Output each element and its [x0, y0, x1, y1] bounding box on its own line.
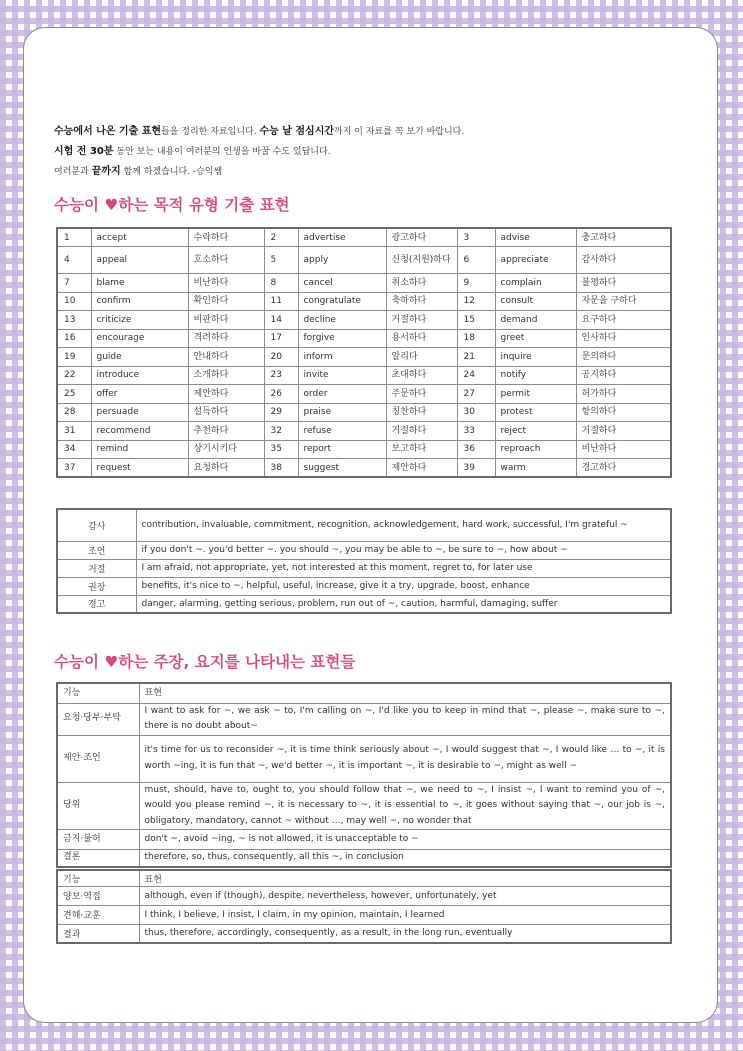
vocab-meaning: 공지하다 [576, 366, 671, 385]
vocab-meaning: 축하하다 [386, 292, 457, 311]
vocab-number: 28 [57, 403, 91, 422]
vocab-word: inquire [495, 348, 576, 367]
table-row [57, 595, 671, 613]
vocab-number: 33 [457, 422, 495, 441]
table-row [57, 311, 671, 330]
expression-text: benefits, it's nice to ~, helpful, useful, increase, give it a try, upgrade, boost, enhance [136, 577, 671, 595]
vocab-number: 13 [57, 311, 91, 330]
vocab-word: forgive [298, 329, 386, 348]
vocab-word: reject [495, 422, 576, 441]
expression-label: 권장 [57, 577, 136, 595]
function-label: 제안·조언 [57, 735, 139, 782]
vocab-word: complain [495, 274, 576, 293]
vocab-table [56, 227, 672, 478]
vocab-meaning: 비난하다 [188, 274, 264, 293]
vocab-word: warm [495, 459, 576, 478]
vocab-meaning: 호소하다 [188, 247, 264, 274]
vocab-number: 20 [264, 348, 298, 367]
vocab-word: praise [298, 403, 386, 422]
section-title-claim [54, 650, 355, 672]
intro-text-span: 여러분과 [54, 167, 92, 177]
vocab-meaning: 격려하다 [188, 329, 264, 348]
vocab-meaning: 용서하다 [386, 329, 457, 348]
intro-text-span: 함께 하겠습니다. -승익쌤 [120, 167, 223, 177]
intro-text [54, 122, 464, 182]
intro-text-span: 들을 정리한 자료입니다. [161, 127, 260, 137]
expression-label: 감사 [57, 509, 136, 541]
vocab-number: 24 [457, 366, 495, 385]
table-row [57, 366, 671, 385]
vocab-number: 39 [457, 459, 495, 478]
vocab-number: 29 [264, 403, 298, 422]
vocab-meaning: 설득하다 [188, 403, 264, 422]
table-header-row [57, 870, 671, 886]
vocab-number: 22 [57, 366, 91, 385]
vocab-meaning: 신청(지원)하다 [386, 247, 457, 274]
intro-text-span: 동안 보는 내용이 여러분의 인생을 바꿀 수도 있답니다. [113, 147, 331, 157]
vocab-meaning: 알리다 [386, 348, 457, 367]
vocab-number: 11 [264, 292, 298, 311]
vocab-number: 27 [457, 385, 495, 404]
vocab-meaning: 요구하다 [576, 311, 671, 330]
section-title-text: 하는 목적 유형 기출 표현 [118, 196, 290, 214]
vocab-meaning: 수락하다 [188, 228, 264, 247]
vocab-number: 18 [457, 329, 495, 348]
table-row [57, 274, 671, 293]
table-row [57, 850, 671, 867]
table-row [57, 924, 671, 943]
expression-label: 거절 [57, 559, 136, 577]
vocab-meaning: 칭찬하다 [386, 403, 457, 422]
intro-bold: 수능에서 나온 기출 표현 [54, 126, 162, 137]
vocab-meaning: 확인하다 [188, 292, 264, 311]
expression-label: 조언 [57, 541, 136, 559]
table-row [57, 735, 671, 782]
vocab-number: 25 [57, 385, 91, 404]
vocab-meaning: 허가하다 [576, 385, 671, 404]
vocab-number: 16 [57, 329, 91, 348]
table-row [57, 422, 671, 441]
vocab-word: appeal [91, 247, 188, 274]
table-row [57, 385, 671, 404]
function-label: 양보·역접 [57, 886, 139, 905]
vocab-number: 26 [264, 385, 298, 404]
vocab-meaning: 제안하다 [386, 459, 457, 478]
vocab-meaning: 광고하다 [386, 228, 457, 247]
vocab-word: demand [495, 311, 576, 330]
function-label: 당위 [57, 782, 139, 830]
vocab-word: accept [91, 228, 188, 247]
vocab-number: 37 [57, 459, 91, 478]
table-row [57, 403, 671, 422]
extra-expression-table [56, 869, 672, 944]
function-label: 금지·불허 [57, 830, 139, 850]
vocab-meaning: 자문을 구하다 [576, 292, 671, 311]
table-row [57, 886, 671, 905]
table-row [57, 247, 671, 274]
vocab-meaning: 보고하다 [386, 440, 457, 459]
vocab-word: protest [495, 403, 576, 422]
vocab-word: advise [495, 228, 576, 247]
vocab-number: 10 [57, 292, 91, 311]
table-row [57, 509, 671, 541]
header-cell: 표현 [139, 683, 671, 703]
vocab-word: decline [298, 311, 386, 330]
intro-line-3 [54, 162, 464, 182]
vocab-number: 34 [57, 440, 91, 459]
expression-text: if you don't ~. you'd better ~. you should ~, you may be able to ~, be sure to ~, how about ~ [136, 541, 671, 559]
vocab-word: suggest [298, 459, 386, 478]
expression-text: danger, alarming, getting serious, problem, run out of ~, caution, harmful, damaging, suffer [136, 595, 671, 613]
table-row [57, 703, 671, 735]
table-row [57, 541, 671, 559]
table-row [57, 228, 671, 247]
vocab-word: invite [298, 366, 386, 385]
vocab-word: notify [495, 366, 576, 385]
vocab-meaning: 경고하다 [576, 459, 671, 478]
vocab-number: 14 [264, 311, 298, 330]
section-title-purpose [54, 193, 290, 215]
vocab-meaning: 취소하다 [386, 274, 457, 293]
expression-text: I am afraid, not appropriate, yet, not interested at this moment, regret to, for later use [136, 559, 671, 577]
heart-icon: ♥ [104, 653, 119, 671]
vocab-meaning: 안내하다 [188, 348, 264, 367]
expression-text: contribution, invaluable, commitment, recognition, acknowledgement, hard work, successful, I'm grateful ~ [136, 509, 671, 541]
vocab-meaning: 상기시키다 [188, 440, 264, 459]
vocab-meaning: 초대하다 [386, 366, 457, 385]
vocab-meaning: 요청하다 [188, 459, 264, 478]
vocab-number: 19 [57, 348, 91, 367]
vocab-meaning: 불평하다 [576, 274, 671, 293]
function-label: 결과 [57, 924, 139, 943]
vocab-number: 3 [457, 228, 495, 247]
function-label: 요청·당부·부탁 [57, 703, 139, 735]
vocab-number: 17 [264, 329, 298, 348]
table-row [57, 782, 671, 830]
function-label: 결론 [57, 850, 139, 867]
heart-icon: ♥ [104, 196, 119, 214]
vocab-meaning: 비난하다 [576, 440, 671, 459]
expression-text: thus, therefore, accordingly, consequently, as a result, in the long run, eventually [139, 924, 671, 943]
claim-expression-table [56, 682, 672, 868]
vocab-word: report [298, 440, 386, 459]
vocab-number: 21 [457, 348, 495, 367]
vocab-number: 2 [264, 228, 298, 247]
vocab-word: reproach [495, 440, 576, 459]
intro-text-span: 까지 이 자료를 꼭 보기 바랍니다. [334, 127, 465, 137]
vocab-number: 7 [57, 274, 91, 293]
table-row [57, 577, 671, 595]
vocab-number: 38 [264, 459, 298, 478]
section-title-text: 수능이 [54, 196, 105, 214]
vocab-word: recommend [91, 422, 188, 441]
vocab-word: encourage [91, 329, 188, 348]
expression-text: I think, I believe, I insist, I claim, in my opinion, maintain, I learned [139, 905, 671, 924]
section-title-text: 수능이 [54, 653, 105, 671]
vocab-word: permit [495, 385, 576, 404]
table-row [57, 905, 671, 924]
vocab-number: 32 [264, 422, 298, 441]
vocab-word: consult [495, 292, 576, 311]
vocab-word: blame [91, 274, 188, 293]
vocab-number: 12 [457, 292, 495, 311]
vocab-meaning: 감사하다 [576, 247, 671, 274]
expression-label: 경고 [57, 595, 136, 613]
intro-bold: 수능 날 점심시간 [259, 126, 335, 137]
vocab-word: remind [91, 440, 188, 459]
vocab-number: 4 [57, 247, 91, 274]
vocab-meaning: 거절하다 [386, 422, 457, 441]
vocab-number: 35 [264, 440, 298, 459]
vocab-number: 31 [57, 422, 91, 441]
table-row [57, 830, 671, 850]
table-row [57, 292, 671, 311]
vocab-meaning: 비판하다 [188, 311, 264, 330]
expression-text: it's time for us to reconsider ~, it is time think seriously about ~, I would suggest that ~, I would like … to ~, it is worth ~ing, it is fun that ~, we'd better ~, it is important ~, it is desirable to ~, might as well ~ [139, 735, 671, 782]
table-row [57, 459, 671, 478]
vocab-number: 36 [457, 440, 495, 459]
vocab-word: offer [91, 385, 188, 404]
vocab-meaning: 거절하다 [576, 422, 671, 441]
vocab-word: apply [298, 247, 386, 274]
vocab-word: refuse [298, 422, 386, 441]
expression-text: must, should, have to, ought to, you should follow that ~, we need to ~, I insist ~, I want to remind you of ~, would you please remind ~, it is necessary to ~, it is essential to ~, it goes without saying that ~, our job is ~, obligatory, mandatory, cannot ~ without …, may well ~, no wonder that [139, 782, 671, 830]
vocab-word: introduce [91, 366, 188, 385]
vocab-word: guide [91, 348, 188, 367]
header-cell: 기능 [57, 870, 139, 886]
vocab-meaning: 거절하다 [386, 311, 457, 330]
vocab-number: 9 [457, 274, 495, 293]
vocab-meaning: 주문하다 [386, 385, 457, 404]
vocab-number: 15 [457, 311, 495, 330]
header-cell: 기능 [57, 683, 139, 703]
vocab-word: advertise [298, 228, 386, 247]
section-title-text: 하는 주장, 요지를 나타내는 표현들 [118, 653, 356, 671]
vocab-word: persuade [91, 403, 188, 422]
intro-line-2 [54, 142, 464, 162]
vocab-meaning: 항의하다 [576, 403, 671, 422]
expression-text: don't ~, avoid ~ing, ~ is not allowed, it is unacceptable to ~ [139, 830, 671, 850]
vocab-word: criticize [91, 311, 188, 330]
vocab-number: 30 [457, 403, 495, 422]
vocab-word: request [91, 459, 188, 478]
vocab-word: appreciate [495, 247, 576, 274]
table-row [57, 329, 671, 348]
vocab-number: 6 [457, 247, 495, 274]
table-row [57, 559, 671, 577]
vocab-meaning: 추천하다 [188, 422, 264, 441]
vocab-number: 23 [264, 366, 298, 385]
vocab-meaning: 제안하다 [188, 385, 264, 404]
vocab-word: order [298, 385, 386, 404]
expression-text: although, even if (though), despite, nevertheless, however, unfortunately, yet [139, 886, 671, 905]
vocab-meaning: 문의하다 [576, 348, 671, 367]
purpose-expression-table [56, 508, 672, 614]
intro-line-1 [54, 122, 464, 142]
vocab-word: confirm [91, 292, 188, 311]
header-cell: 표현 [139, 870, 671, 886]
table-row [57, 440, 671, 459]
intro-bold: 끝까지 [91, 166, 121, 177]
intro-bold: 시험 전 30분 [54, 146, 114, 157]
expression-text: therefore, so, thus, consequently, all this ~, in conclusion [139, 850, 671, 867]
vocab-meaning: 소개하다 [188, 366, 264, 385]
vocab-number: 1 [57, 228, 91, 247]
expression-text: I want to ask for ~, we ask ~ to, I'm calling on ~, I'd like you to keep in mind that ~, please ~, make sure to ~, there is no doubt about~ [139, 703, 671, 735]
vocab-word: greet [495, 329, 576, 348]
table-header-row [57, 683, 671, 703]
vocab-meaning: 인사하다 [576, 329, 671, 348]
vocab-word: congratulate [298, 292, 386, 311]
table-row [57, 348, 671, 367]
vocab-number: 8 [264, 274, 298, 293]
vocab-word: cancel [298, 274, 386, 293]
vocab-meaning: 충고하다 [576, 228, 671, 247]
vocab-number: 5 [264, 247, 298, 274]
vocab-word: inform [298, 348, 386, 367]
function-label: 견해·교훈 [57, 905, 139, 924]
